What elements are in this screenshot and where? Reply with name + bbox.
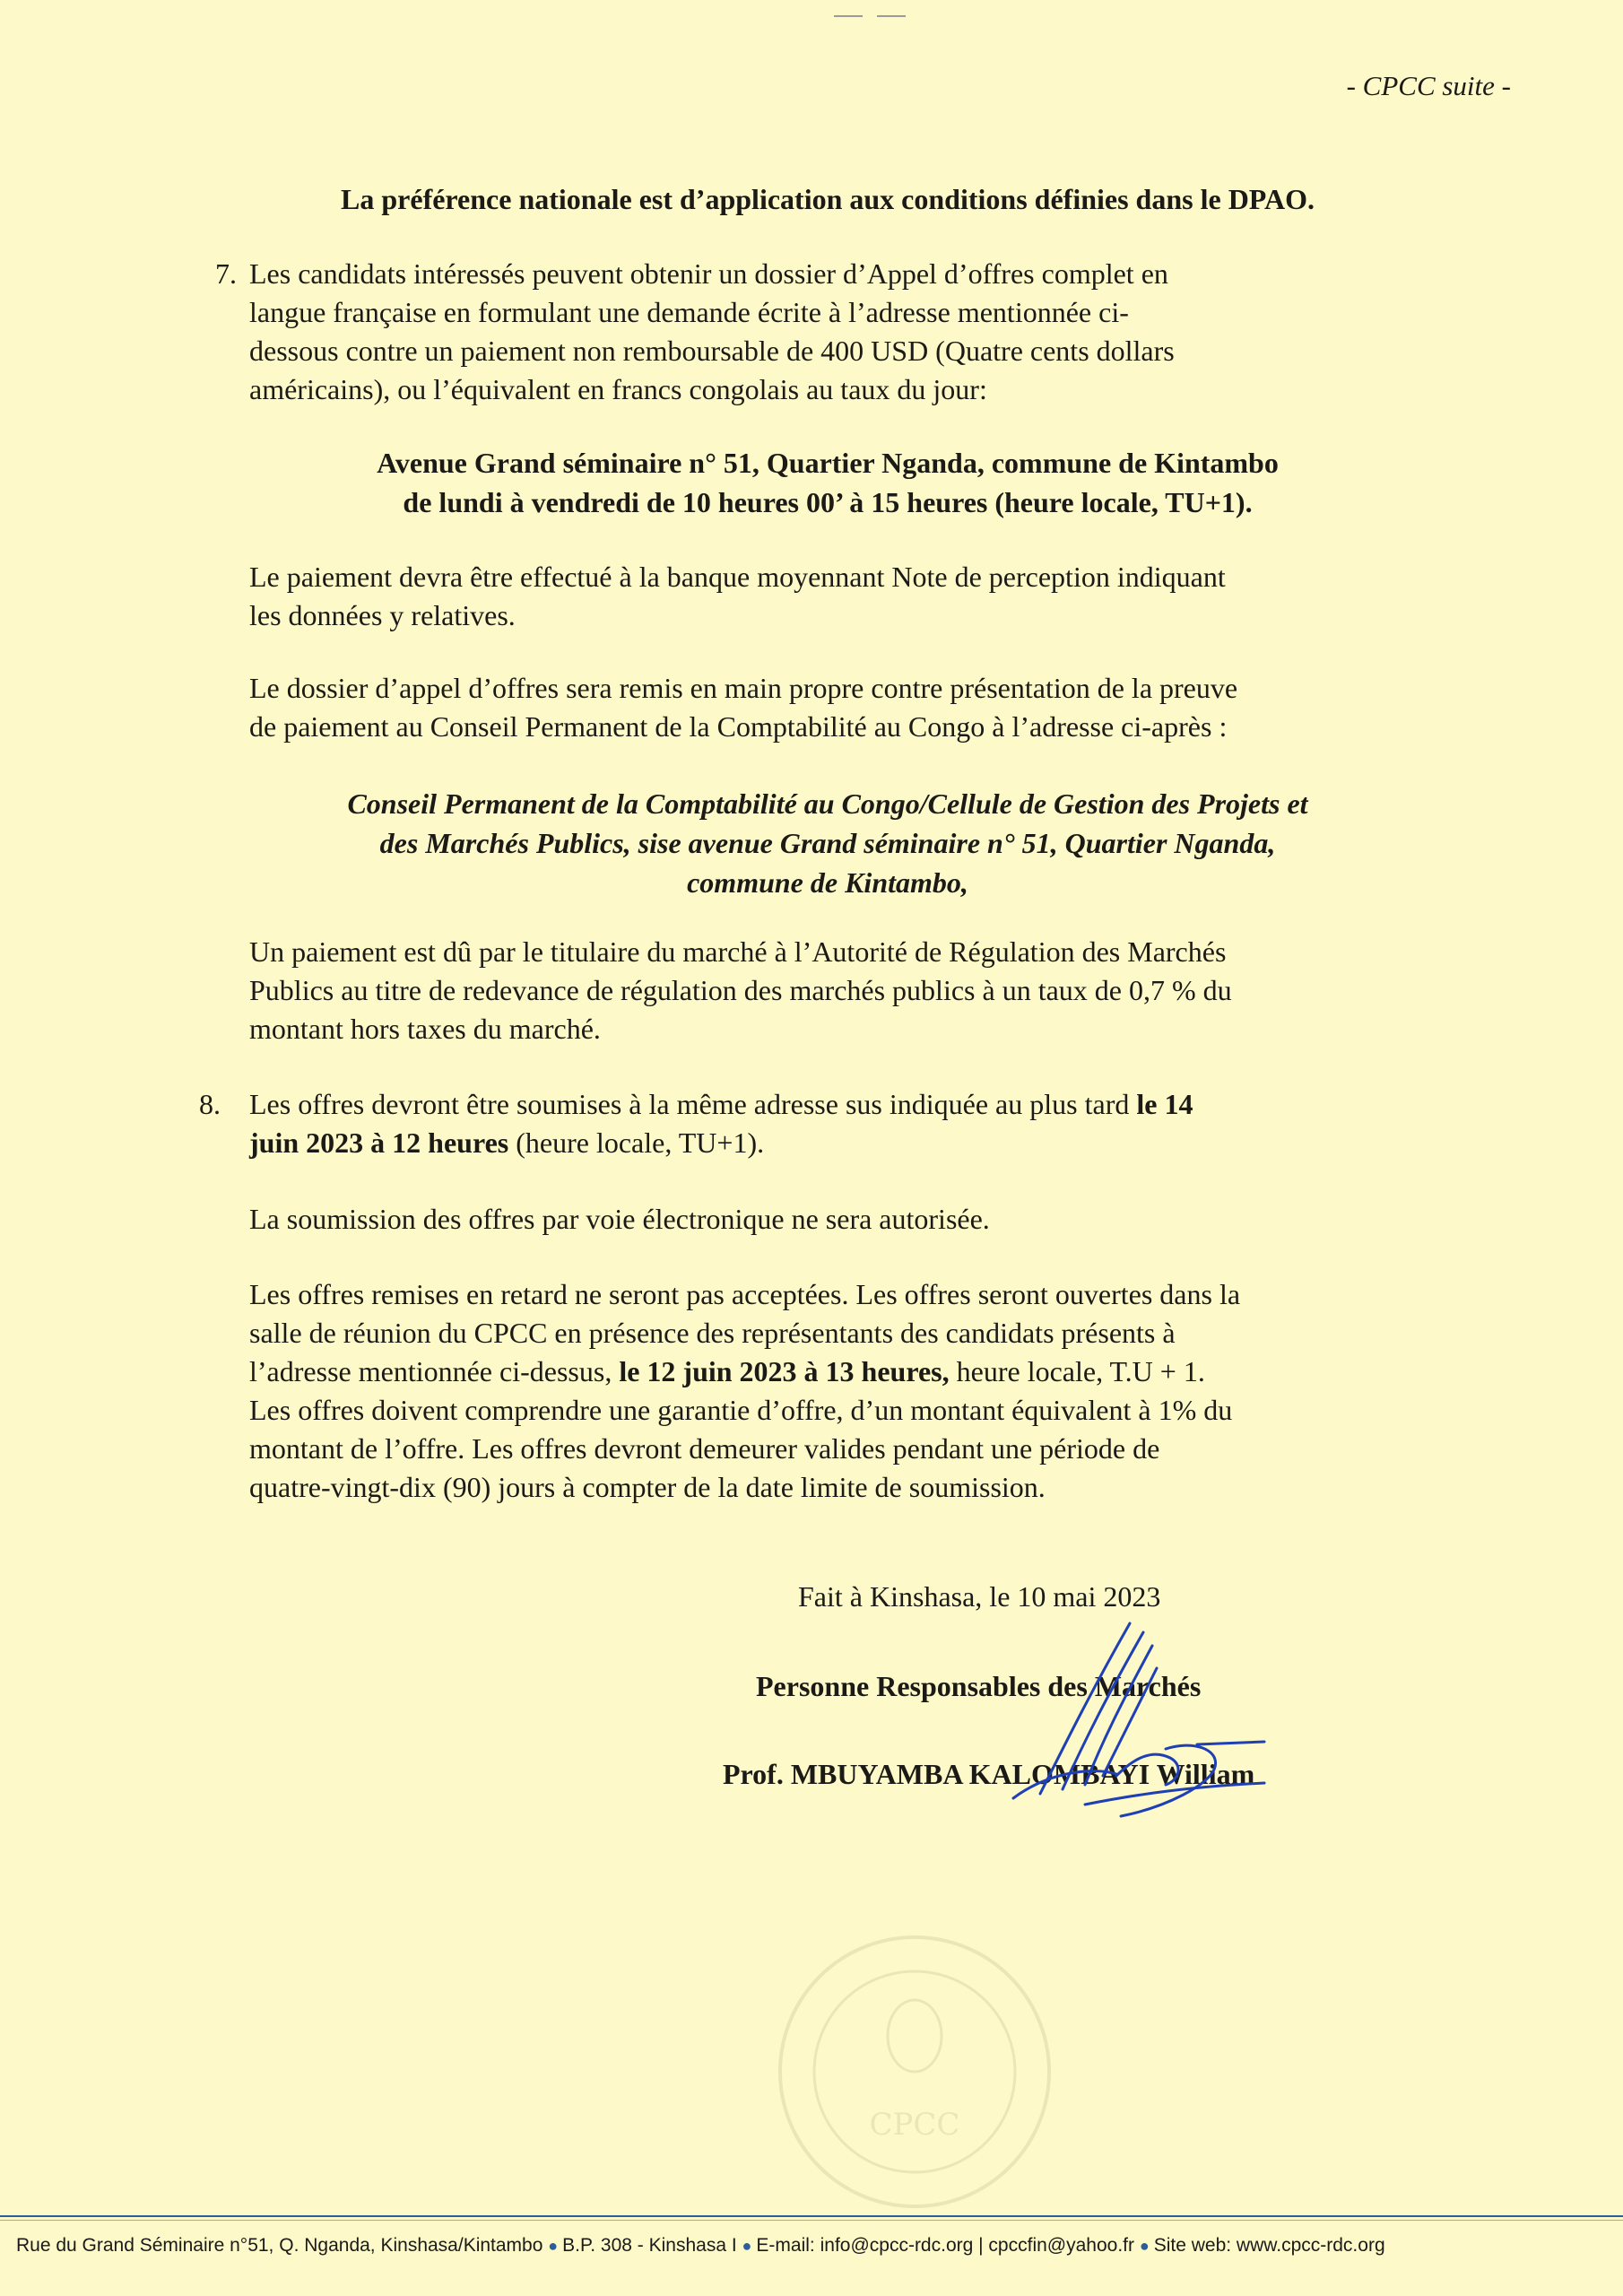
footer-address: Rue du Grand Séminaire n°51, Q. Nganda, Kinshasa/Kintambo [16, 2235, 543, 2256]
address-block [249, 443, 1406, 522]
guarantee-line: montant de l’offre. Les offres devront demeurer valides pendant une période de [249, 1432, 1160, 1465]
fee-line: Un paiement est dû par le titulaire du marché à l’Autorité de Régulation des Marchés [249, 935, 1227, 968]
electronic-submission-line: La soumission des offres par voie électronique ne sera autorisée. [249, 1203, 990, 1235]
item-number-8: 8. [199, 1088, 221, 1120]
office-line: commune de Kintambo, [687, 866, 968, 899]
footer-email[interactable]: E-mail: info@cpcc-rdc.org | cpccfin@yahoo.fr [756, 2235, 1134, 2256]
item7-line: langue française en formulant une demande écrite à l’adresse mentionnée ci- [249, 296, 1129, 328]
deadline-date: le 14 [1136, 1088, 1193, 1120]
footer-contact [16, 2235, 1612, 2257]
item7-line: américains), ou l’équivalent en francs congolais au taux du jour: [249, 373, 987, 405]
item-number-7: 7. [215, 257, 237, 290]
signatory-name: Prof. MBUYAMBA KALOMBAYI William [723, 1758, 1255, 1790]
bullet-icon: ● [1139, 2237, 1154, 2255]
bullet-icon: ● [742, 2237, 757, 2255]
office-line: des Marchés Publics, sise avenue Grand séminaire n° 51, Quartier Nganda, [379, 827, 1276, 859]
guarantee-line: Les offres doivent comprendre une garantie d’offre, d’un montant équivalent à 1% du [249, 1394, 1233, 1426]
seal-text: CPCC [869, 2107, 960, 2143]
scan-mark [807, 0, 915, 18]
item7-line: dessous contre un paiement non remboursable de 400 USD (Quatre cents dollars [249, 335, 1175, 367]
footer-divider-thin [0, 2220, 1623, 2221]
signatory-role: Personne Responsables des Marchés [756, 1670, 1202, 1702]
delivery-line: Le dossier d’appel d’offres sera remis en main propre contre présentation de la preuve [249, 672, 1238, 704]
hours-line: de lundi à vendredi de 10 heures 00’ à 15 heures (heure locale, TU+1). [403, 486, 1253, 518]
fee-line: Publics au titre de redevance de régulation des marchés publics à un taux de 0,7 % du [249, 974, 1232, 1006]
late-line: salle de réunion du CPCC en présence des représentants des candidats présents à [249, 1317, 1176, 1349]
late-line: Les offres remises en retard ne seront pas acceptées. Les offres seront ouvertes dans la [249, 1278, 1241, 1310]
address-line: Avenue Grand séminaire n° 51, Quartier Nganda, commune de Kintambo [377, 447, 1279, 479]
bullet-icon: ● [548, 2237, 563, 2255]
footer-website[interactable]: Site web: www.cpcc-rdc.org [1153, 2235, 1385, 2256]
opening-line: l’adresse mentionnée ci-dessus, le 12 juin 2023 à 13 heures, heure locale, T.U + 1. [249, 1355, 1205, 1387]
item7-line: Les candidats intéressés peuvent obtenir un dossier d’Appel d’offres complet en [249, 257, 1168, 290]
opening-date: le 12 juin 2023 à 13 heures, [619, 1355, 950, 1387]
place-and-date: Fait à Kinshasa, le 10 mai 2023 [798, 1580, 1161, 1613]
payment-paragraph [249, 558, 1406, 635]
payment-line: les données y relatives. [249, 599, 516, 631]
payment-line: Le paiement devra être effectué à la banque moyennant Note de perception indiquant [249, 561, 1226, 593]
office-line: Conseil Permanent de la Comptabilité au Congo/Cellule de Gestion des Projets et [347, 787, 1308, 820]
national-preference-line: La préférence nationale est d’application aux conditions définies dans le DPAO. [341, 183, 1315, 215]
embossed-seal [771, 1928, 1058, 2215]
deadline-line: Les offres devront être soumises à la même adresse sus indiquée au plus tard le 14 [249, 1088, 1193, 1120]
item8-paragraph [249, 1085, 1406, 1162]
handwritten-signature [995, 1614, 1282, 1821]
footer-po-box: B.P. 308 - Kinshasa I [562, 2235, 737, 2256]
office-address-block [249, 784, 1406, 902]
continuation-note: - CPCC suite - [1346, 70, 1511, 101]
item7-paragraph [249, 255, 1406, 409]
delivery-paragraph [249, 669, 1406, 746]
regulation-fee-paragraph [249, 933, 1406, 1048]
deadline-time: juin 2023 à 12 heures [249, 1126, 509, 1159]
fee-line: montant hors taxes du marché. [249, 1013, 601, 1045]
late-offers-paragraph [249, 1275, 1406, 1507]
deadline-line: juin 2023 à 12 heures (heure locale, TU+1). [249, 1126, 765, 1159]
guarantee-line: quatre-vingt-dix (90) jours à compter de la date limite de soumission. [249, 1471, 1046, 1503]
footer-divider [0, 2215, 1623, 2217]
delivery-line: de paiement au Conseil Permanent de la Comptabilité au Congo à l’adresse ci-après : [249, 710, 1228, 743]
